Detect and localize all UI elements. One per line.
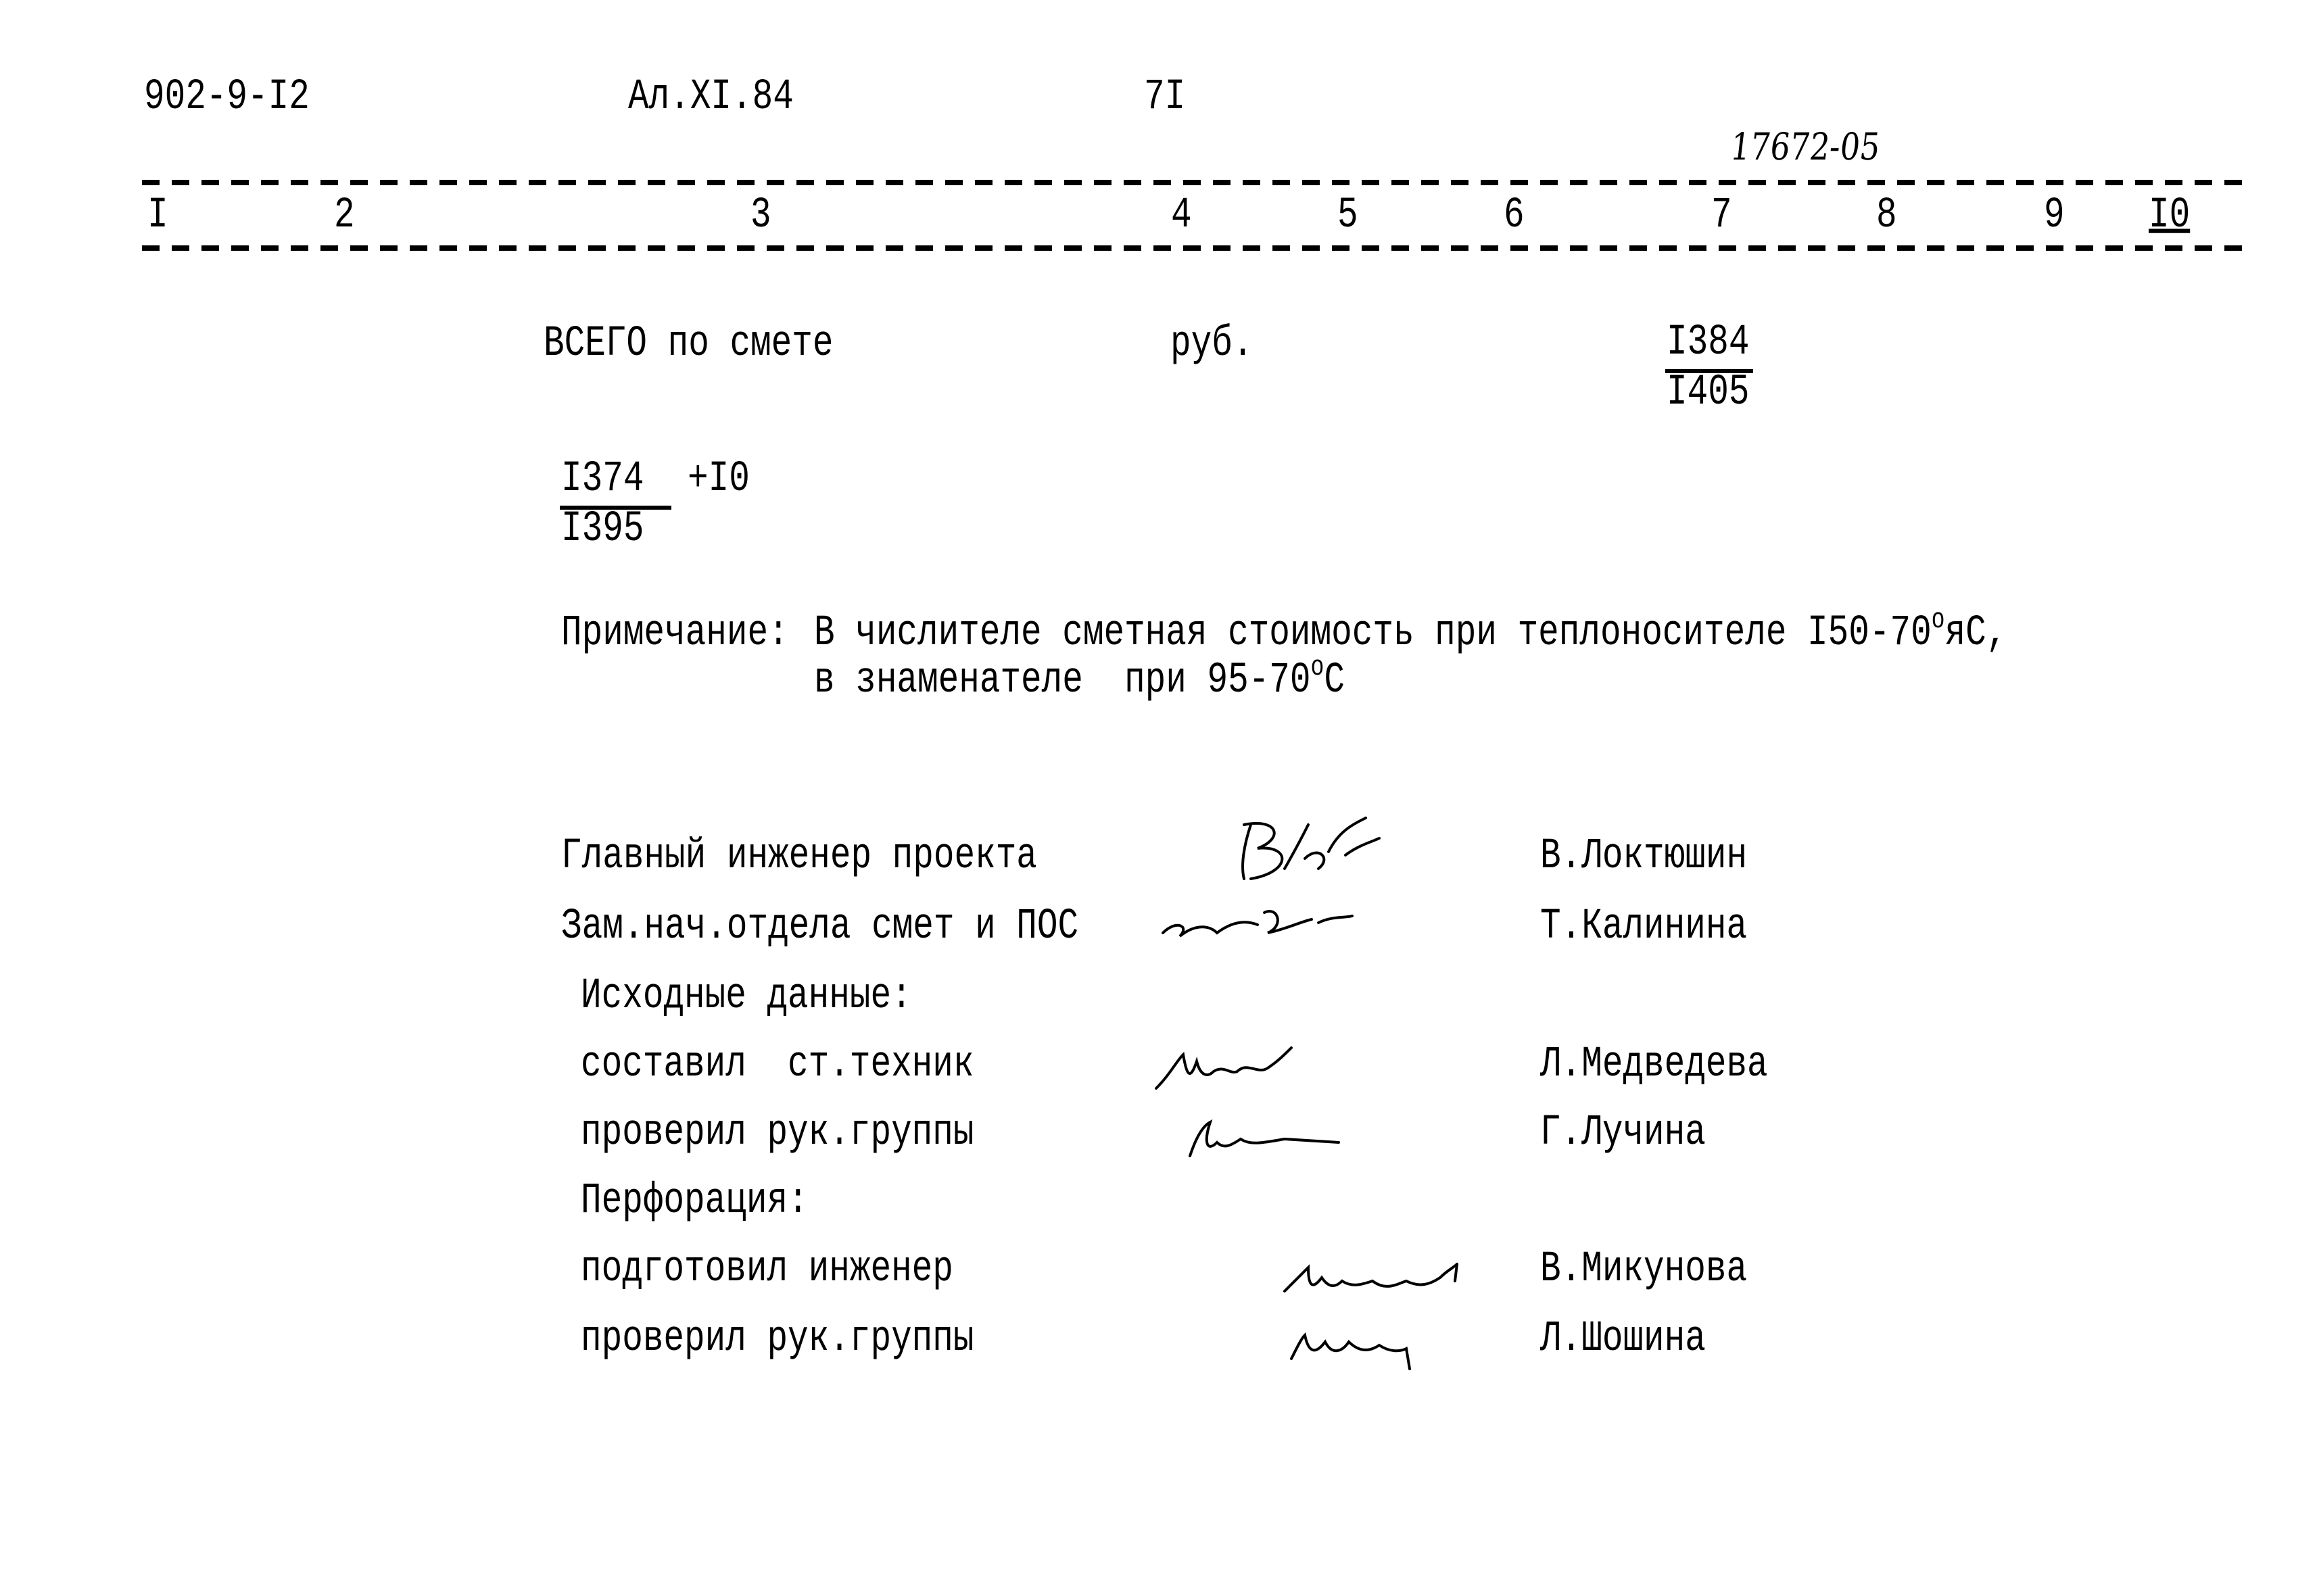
column-number: 4 [1171, 191, 1192, 240]
signature-role: подготовил инженер [581, 1245, 953, 1294]
signature-loktyushin [1243, 818, 1379, 879]
degree-mark: о [1310, 650, 1324, 683]
note-line-1 [814, 603, 2007, 658]
column-number: I [147, 191, 168, 240]
note-text-end: яС, [1944, 609, 2007, 658]
stamp-number: 17672-05 [1728, 124, 1883, 169]
column-number: 6 [1504, 191, 1525, 240]
signature-role: составил ст.техник [581, 1040, 974, 1089]
section-heading: Исходные данные: [581, 972, 912, 1021]
signature-name: Т.Калинина [1540, 902, 1748, 951]
calc-numerator: I374 [561, 455, 644, 504]
column-number: 2 [334, 191, 355, 240]
divider-top [142, 180, 2251, 185]
signature-name: В.Локтюшин [1540, 832, 1748, 881]
project-code: 902-9-I2 [144, 73, 310, 122]
handwritten-signatures-perforation [1278, 1251, 1521, 1386]
divider-bottom [142, 245, 2251, 251]
signature-shoshina [1291, 1335, 1410, 1369]
column-number: 8 [1876, 191, 1897, 240]
note-text: В числителе сметная стоимость при теплоносителе I50-70 [814, 609, 1932, 658]
signature-role: Зам.нач.отдела смет и ПОС [561, 902, 1079, 951]
note-text-end: С [1324, 656, 1345, 705]
album-code: Ал.XI.84 [628, 73, 794, 122]
signature-name: В.Микунова [1540, 1245, 1748, 1294]
signature-role: Главный инженер проекта [561, 832, 1037, 881]
calc-addition: +I0 [688, 455, 750, 504]
signature-role: проверил рук.группы [581, 1315, 974, 1363]
degree-mark: о [1931, 603, 1945, 636]
column-number: 3 [750, 191, 771, 240]
column-number: 7 [1711, 191, 1732, 240]
note-line-2 [814, 650, 1345, 705]
total-numerator: I384 [1667, 318, 1750, 367]
signature-luchina [1190, 1122, 1339, 1156]
signature-mikunova [1285, 1264, 1457, 1291]
total-denominator: I405 [1667, 368, 1750, 417]
signature-name: Л.Шошина [1540, 1315, 1706, 1363]
note-text: в знаменателе при 95-70 [814, 656, 1311, 705]
total-unit: руб. [1170, 320, 1253, 368]
page-number: 7I [1144, 73, 1186, 122]
calc-denominator: I395 [561, 505, 644, 554]
signature-medvedeva [1156, 1048, 1291, 1088]
signature-name: Г.Лучина [1540, 1109, 1706, 1157]
handwritten-signatures [1149, 804, 1460, 1251]
column-number: I0 [2149, 191, 2191, 240]
signature-kalinina [1163, 911, 1352, 936]
note-label: Примечание: [561, 609, 789, 658]
signature-role: проверил рук.группы [581, 1109, 974, 1157]
signature-name: Л.Медведева [1540, 1040, 1768, 1089]
column-number: 9 [2044, 191, 2065, 240]
total-label: ВСЕГО по смете [544, 320, 834, 368]
section-heading: Перфорация: [581, 1177, 809, 1226]
column-number: 5 [1337, 191, 1358, 240]
